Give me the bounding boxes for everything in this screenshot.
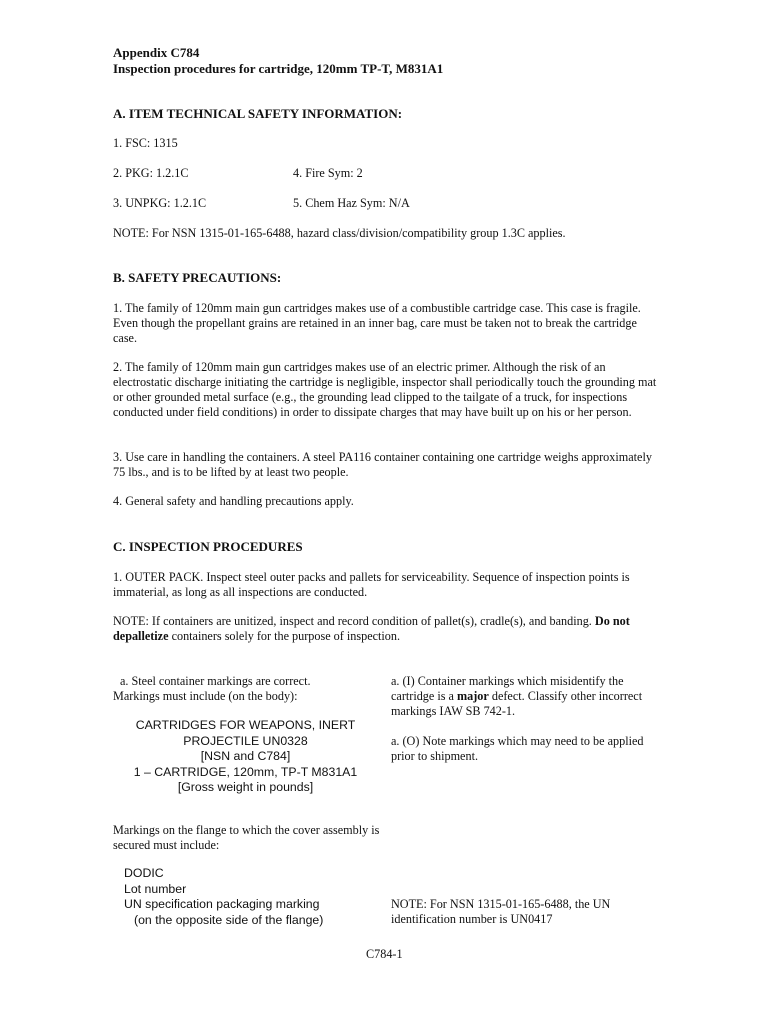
depalletize-emphasis: Do not depalletize [113, 614, 630, 643]
major-defect-criterion [391, 674, 661, 719]
hazard-note: NOTE: For NSN 1315-01-165-6488, hazard class/division/compatibility group 1.3C applies. [113, 226, 566, 240]
major-defect-tail: defect. Classify other incorrect markings IAW SB 742-1. [391, 689, 643, 718]
appendix-label: Appendix C784 [113, 45, 200, 60]
safety-paragraph-2: 2. The family of 120mm main gun cartridges makes use of an electric primer. Although the risk of an electrostatic discharge initiating the cartridge is negligible, inspector shall periodically touch the grounding mat or other grounded metal surface (e.g., the grounding lead clipped to the tailgate of a truck, for inspections conducted under field conditions) in order to dissipate charges that may have built up on his or her person. [113, 360, 657, 419]
safety-paragraph-4: 4. General safety and handling precautions apply. [113, 494, 354, 508]
major-defect-text: a. (I) Container markings which misidentify the cartridge is a [391, 674, 624, 703]
section-c-heading: C. INSPECTION PROCEDURES [113, 539, 303, 554]
un-number-note: NOTE: For NSN 1315-01-165-6488, the UN identification number is UN0417 [391, 897, 611, 926]
flange-markings-list [124, 866, 323, 928]
marking-line: [NSN and C784] [200, 749, 291, 763]
pkg-line: 2. PKG: 1.2.1C [113, 166, 189, 180]
unpkg-line: 3. UNPKG: 1.2.1C [113, 196, 207, 210]
flange-marking-item: Lot number [124, 881, 187, 896]
outer-pack-paragraph: 1. OUTER PACK. Inspect steel outer packs and pallets for serviceability. Sequence of inspection points is immaterial, as long as all inspections are conducted. [113, 570, 630, 599]
safety-paragraph-1: 1. The family of 120mm main gun cartridges makes use of a combustible cartridge case. This case is fragile. Even though the propellant grains are retained in an inner bag, care must be taken not to break the cartridge case. [113, 301, 641, 345]
marking-line: 1 – CARTRIDGE, 120mm, TP-T M831A1 [133, 764, 358, 779]
safety-paragraph-3: 3. Use care in handling the containers. A steel PA116 container containing one cartridge weighs approximately 75 lbs., and is to be lifted by at least two people. [113, 450, 652, 479]
flange-markings-intro: Markings on the flange to which the cover assembly is secured must include: [113, 823, 380, 852]
observation-criterion: a. (O) Note markings which may need to be applied prior to shipment. [391, 734, 644, 763]
section-a-heading: A. ITEM TECHNICAL SAFETY INFORMATION: [113, 106, 403, 121]
chem-haz-line: 5. Chem Haz Sym: N/A [293, 196, 410, 210]
depalletize-note [113, 614, 658, 644]
flange-marking-item: DODIC [124, 866, 164, 880]
marking-line: [Gross weight in pounds] [177, 780, 314, 794]
section-b-heading: B. SAFETY PRECAUTIONS: [113, 270, 282, 285]
required-markings-block [113, 718, 378, 796]
document-title: Inspection procedures for cartridge, 120mm TP-T, M831A1 [113, 61, 444, 76]
marking-line: PROJECTILE UN0328 [183, 733, 308, 748]
fsc-line: 1. FSC: 1315 [113, 136, 178, 150]
depalletize-note-text: NOTE: If containers are unitized, inspect and record condition of pallet(s), cradle(s), and banding. [113, 614, 595, 628]
depalletize-note-tail: containers solely for the purpose of inspection. [168, 629, 401, 643]
major-emphasis: major [456, 689, 489, 703]
flange-marking-item: (on the opposite side of the flange) [134, 912, 324, 927]
page-number: C784-1 [366, 947, 403, 961]
flange-marking-item: UN specification packaging marking [124, 897, 320, 911]
marking-line: CARTRIDGES FOR WEAPONS, INERT [135, 718, 356, 732]
markings-criterion: a. Steel container markings are correct. Markings must include (on the body): [113, 674, 311, 703]
fire-sym-line: 4. Fire Sym: 2 [293, 166, 363, 180]
